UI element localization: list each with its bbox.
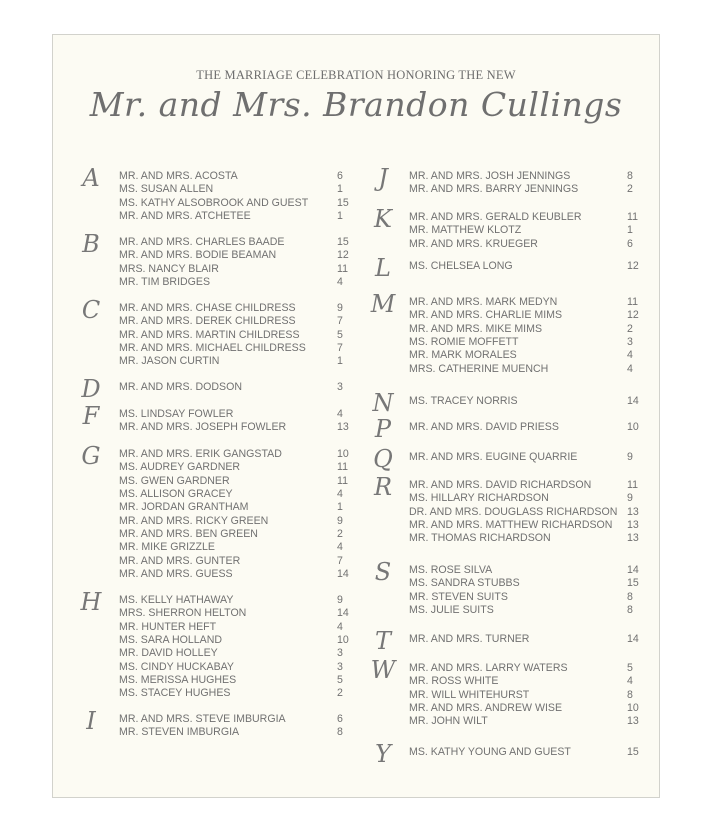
guest-group-m	[363, 290, 639, 376]
table-number: 14	[337, 607, 349, 620]
guest-name: MS. GWEN GARDNER	[119, 474, 230, 487]
section-letter: J	[378, 164, 388, 192]
guest-name: MR. AND MRS. MARTIN CHILDRESS	[119, 328, 300, 341]
guest-group-b	[71, 230, 349, 289]
section-letter: M	[370, 290, 396, 318]
table-number: 10	[627, 702, 639, 715]
table-number: 4	[337, 408, 343, 420]
guest-group-g	[71, 442, 349, 581]
table-number: 2	[337, 687, 343, 700]
guest-group-n	[363, 389, 639, 417]
guest-name: MS. KELLY HATHAWAY	[119, 594, 234, 606]
guest-group-l	[363, 254, 639, 282]
table-number: 12	[627, 309, 639, 322]
table-number: 1	[337, 210, 343, 223]
table-number: 14	[337, 568, 349, 581]
table-number: 3	[337, 647, 343, 660]
table-number: 4	[337, 541, 343, 554]
guest-name: MRS. CATHERINE MUENCH	[409, 362, 549, 375]
guest-group-d	[71, 375, 343, 403]
guest-name: MR. AND MRS. DAVID RICHARDSON	[409, 479, 592, 491]
guest-group-k	[363, 205, 638, 251]
guest-group-s	[363, 558, 639, 617]
guest-name: MR. AND MRS. MATTHEW RICHARDSON	[409, 519, 613, 532]
guest-name: MRS. NANCY BLAIR	[119, 262, 219, 275]
guest-name: MR. MARK MORALES	[409, 349, 517, 362]
guest-name: MS. SUSAN ALLEN	[119, 183, 214, 196]
table-number: 3	[627, 336, 633, 349]
guest-name: MR. AND MRS. LARRY WATERS	[409, 662, 568, 674]
table-number: 15	[627, 746, 639, 758]
table-number: 6	[337, 713, 343, 725]
guest-group-a	[71, 164, 349, 223]
table-number: 11	[627, 296, 638, 308]
guest-name: MR. TIM BRIDGES	[119, 276, 211, 289]
guest-name: MR. STEVEN IMBURGIA	[119, 726, 240, 739]
guest-name: MS. TRACEY NORRIS	[409, 395, 518, 407]
guest-name: MS. STACEY HUGHES	[119, 687, 231, 700]
guest-name: MS. AUDREY GARDNER	[119, 461, 241, 474]
guest-group-f	[71, 402, 349, 435]
table-number: 9	[627, 492, 633, 505]
table-number: 13	[337, 421, 349, 434]
guest-name: MR. AND MRS. GERALD KEUBLER	[409, 211, 582, 223]
guest-name: MR. AND MRS. CHARLES BAADE	[119, 236, 285, 248]
guest-name: MR. AND MRS. GUNTER	[119, 554, 241, 567]
guest-group-c	[71, 296, 343, 369]
guest-name: MR. AND MRS. BEN GREEN	[119, 528, 258, 541]
guest-name: MR. AND MRS. KRUEGER	[409, 237, 538, 250]
guest-name: MR. STEVEN SUITS	[409, 590, 508, 603]
guest-group-t	[363, 627, 639, 655]
table-number: 11	[337, 474, 348, 487]
guest-name: MR. AND MRS. ACOSTA	[119, 170, 238, 182]
table-number: 4	[337, 276, 343, 289]
table-number: 13	[627, 519, 639, 532]
guest-name: MR. DAVID HOLLEY	[119, 647, 218, 660]
table-number: 1	[337, 501, 343, 514]
section-letter: K	[374, 205, 392, 233]
table-number: 15	[337, 196, 349, 209]
table-number: 15	[337, 236, 349, 248]
table-number: 11	[337, 262, 348, 275]
table-number: 9	[337, 594, 343, 606]
table-number: 10	[337, 448, 349, 460]
table-number: 2	[627, 322, 633, 335]
table-number: 13	[627, 715, 639, 728]
guest-name: MR. AND MRS. GUESS	[119, 568, 233, 581]
guest-group-q	[363, 445, 633, 473]
guest-name: MS. SANDRA STUBBS	[409, 577, 520, 590]
table-number: 4	[337, 620, 343, 633]
table-number: 6	[627, 237, 633, 250]
table-number: 3	[337, 381, 343, 393]
table-number: 10	[627, 421, 639, 433]
guest-name: MS. HILLARY RICHARDSON	[409, 492, 549, 505]
table-number: 1	[337, 183, 343, 196]
table-number: 8	[627, 688, 633, 701]
table-number: 2	[337, 528, 343, 541]
guest-name: MS. ALLISON GRACEY	[119, 488, 233, 501]
table-number: 13	[627, 505, 639, 518]
table-number: 8	[337, 726, 343, 739]
table-number: 8	[627, 604, 633, 617]
section-letter: T	[374, 627, 391, 655]
guest-name: MR. MIKE GRIZZLE	[119, 541, 215, 554]
guest-name: MR. JASON CURTIN	[119, 355, 220, 368]
table-number: 1	[337, 355, 343, 368]
guest-name: MR. MATTHEW KLOTZ	[409, 224, 522, 237]
section-letter: H	[80, 588, 102, 616]
table-number: 9	[337, 302, 343, 314]
section-letter: W	[370, 656, 396, 684]
guest-name: MR. AND MRS. JOSH JENNINGS	[409, 170, 571, 182]
guest-name: MR. HUNTER HEFT	[119, 620, 217, 633]
table-number: 7	[337, 554, 343, 567]
guest-name: MR. AND MRS. DEREK CHILDRESS	[119, 315, 296, 328]
header-subtitle: THE MARRIAGE CELEBRATION HONORING THE NEW	[196, 68, 516, 82]
table-number: 9	[627, 451, 633, 463]
table-number: 14	[627, 633, 639, 645]
guest-group-j	[363, 164, 633, 197]
guest-name: MS. MERISSA HUGHES	[119, 674, 237, 687]
guest-name: MS. ROSE SILVA	[409, 564, 493, 576]
table-number: 5	[337, 328, 343, 341]
table-number: 11	[337, 461, 348, 474]
guest-name: MR. ROSS WHITE	[409, 675, 499, 688]
section-letter: N	[372, 389, 394, 417]
guest-name: MS. ROMIE MOFFETT	[409, 336, 519, 349]
table-number: 1	[627, 224, 633, 237]
table-number: 4	[627, 349, 633, 362]
table-number: 12	[337, 249, 349, 262]
table-number: 14	[627, 564, 639, 576]
table-number: 2	[627, 183, 633, 196]
table-number: 4	[627, 675, 633, 688]
table-number: 7	[337, 315, 343, 328]
guest-name: DR. AND MRS. DOUGLASS RICHARDSON	[409, 505, 618, 518]
table-number: 8	[627, 170, 633, 182]
guest-name: MR. AND MRS. ANDREW WISE	[409, 702, 563, 715]
guest-group-y	[363, 740, 639, 768]
section-letter: D	[81, 375, 101, 403]
table-number: 4	[627, 362, 633, 375]
table-number: 3	[337, 660, 343, 673]
table-number: 4	[337, 488, 343, 501]
guest-name: MR. AND MRS. TURNER	[409, 633, 530, 645]
table-number: 9	[337, 514, 343, 527]
section-letter: Y	[375, 740, 391, 768]
guest-name: MS. LINDSAY FOWLER	[119, 408, 234, 420]
guest-name: MR. AND MRS. EUGINE QUARRIE	[409, 451, 578, 463]
guest-name: MS. CHELSEA LONG	[409, 260, 513, 272]
guest-name: MR. AND MRS. DODSON	[119, 381, 243, 393]
guest-name: MR. AND MRS. ERIK GANGSTAD	[119, 448, 282, 460]
table-number: 11	[627, 479, 638, 491]
table-number: 5	[627, 662, 633, 674]
section-letter: F	[82, 402, 100, 430]
section-letter: S	[374, 558, 392, 586]
table-number: 7	[337, 342, 343, 355]
section-letter: A	[82, 164, 100, 192]
guest-group-p	[363, 415, 639, 443]
guest-name: MR. AND MRS. BARRY JENNINGS	[409, 183, 579, 196]
guest-name: MS. CINDY HUCKABAY	[119, 660, 234, 673]
guest-name: MR. WILL WHITEHURST	[409, 688, 530, 701]
guest-name: MR. JORDAN GRANTHAM	[119, 501, 249, 514]
guest-group-i	[71, 707, 343, 740]
table-number: 15	[627, 577, 639, 590]
guest-name: MR. AND MRS. MICHAEL CHILDRESS	[119, 342, 306, 355]
guest-group-h	[71, 588, 349, 701]
section-letter: G	[81, 442, 101, 470]
guest-name: MR. AND MRS. CHARLIE MIMS	[409, 309, 563, 322]
table-number: 8	[627, 590, 633, 603]
section-letter: B	[82, 230, 100, 258]
guest-name: MR. AND MRS. BODIE BEAMAN	[119, 249, 277, 262]
couple-names: Mr. and Mrs. Brandon Cullings	[89, 85, 623, 124]
guest-name: MS. SARA HOLLAND	[119, 634, 223, 647]
section-letter: C	[81, 296, 101, 324]
guest-name: MR. AND MRS. CHASE CHILDRESS	[119, 302, 296, 314]
guest-name: MR. THOMAS RICHARDSON	[409, 532, 551, 545]
guest-name: MR. AND MRS. STEVE IMBURGIA	[119, 713, 286, 725]
table-number: 10	[337, 634, 349, 647]
table-number: 14	[627, 395, 639, 407]
section-letter: R	[373, 473, 393, 501]
section-letter: Q	[373, 445, 393, 473]
guest-name: MR. AND MRS. JOSEPH FOWLER	[119, 421, 287, 434]
section-letter: L	[375, 254, 391, 282]
guest-name: MR. AND MRS. RICKY GREEN	[119, 514, 269, 527]
table-number: 6	[337, 170, 343, 182]
guest-name: MS. JULIE SUITS	[409, 604, 494, 617]
table-number: 5	[337, 674, 343, 687]
guest-name: MS. KATHY ALSOBROOK AND GUEST	[119, 196, 309, 209]
section-letter: I	[86, 707, 96, 735]
guest-name: MR. AND MRS. MARK MEDYN	[409, 296, 558, 308]
guest-name: MR. JOHN WILT	[409, 715, 488, 728]
guest-name: MR. AND MRS. MIKE MIMS	[409, 322, 543, 335]
guest-name: MS. KATHY YOUNG AND GUEST	[409, 746, 571, 758]
guest-name: MR. AND MRS. DAVID PRIESS	[409, 421, 559, 433]
table-number: 13	[627, 532, 639, 545]
section-letter: P	[374, 415, 392, 443]
guest-group-r	[363, 473, 639, 546]
guest-group-w	[363, 656, 639, 729]
seating-chart-card	[52, 34, 660, 798]
table-number: 12	[627, 260, 639, 272]
table-number: 11	[627, 211, 638, 223]
guest-name: MRS. SHERRON HELTON	[119, 607, 247, 620]
guest-name: MR. AND MRS. ATCHETEE	[119, 210, 251, 223]
